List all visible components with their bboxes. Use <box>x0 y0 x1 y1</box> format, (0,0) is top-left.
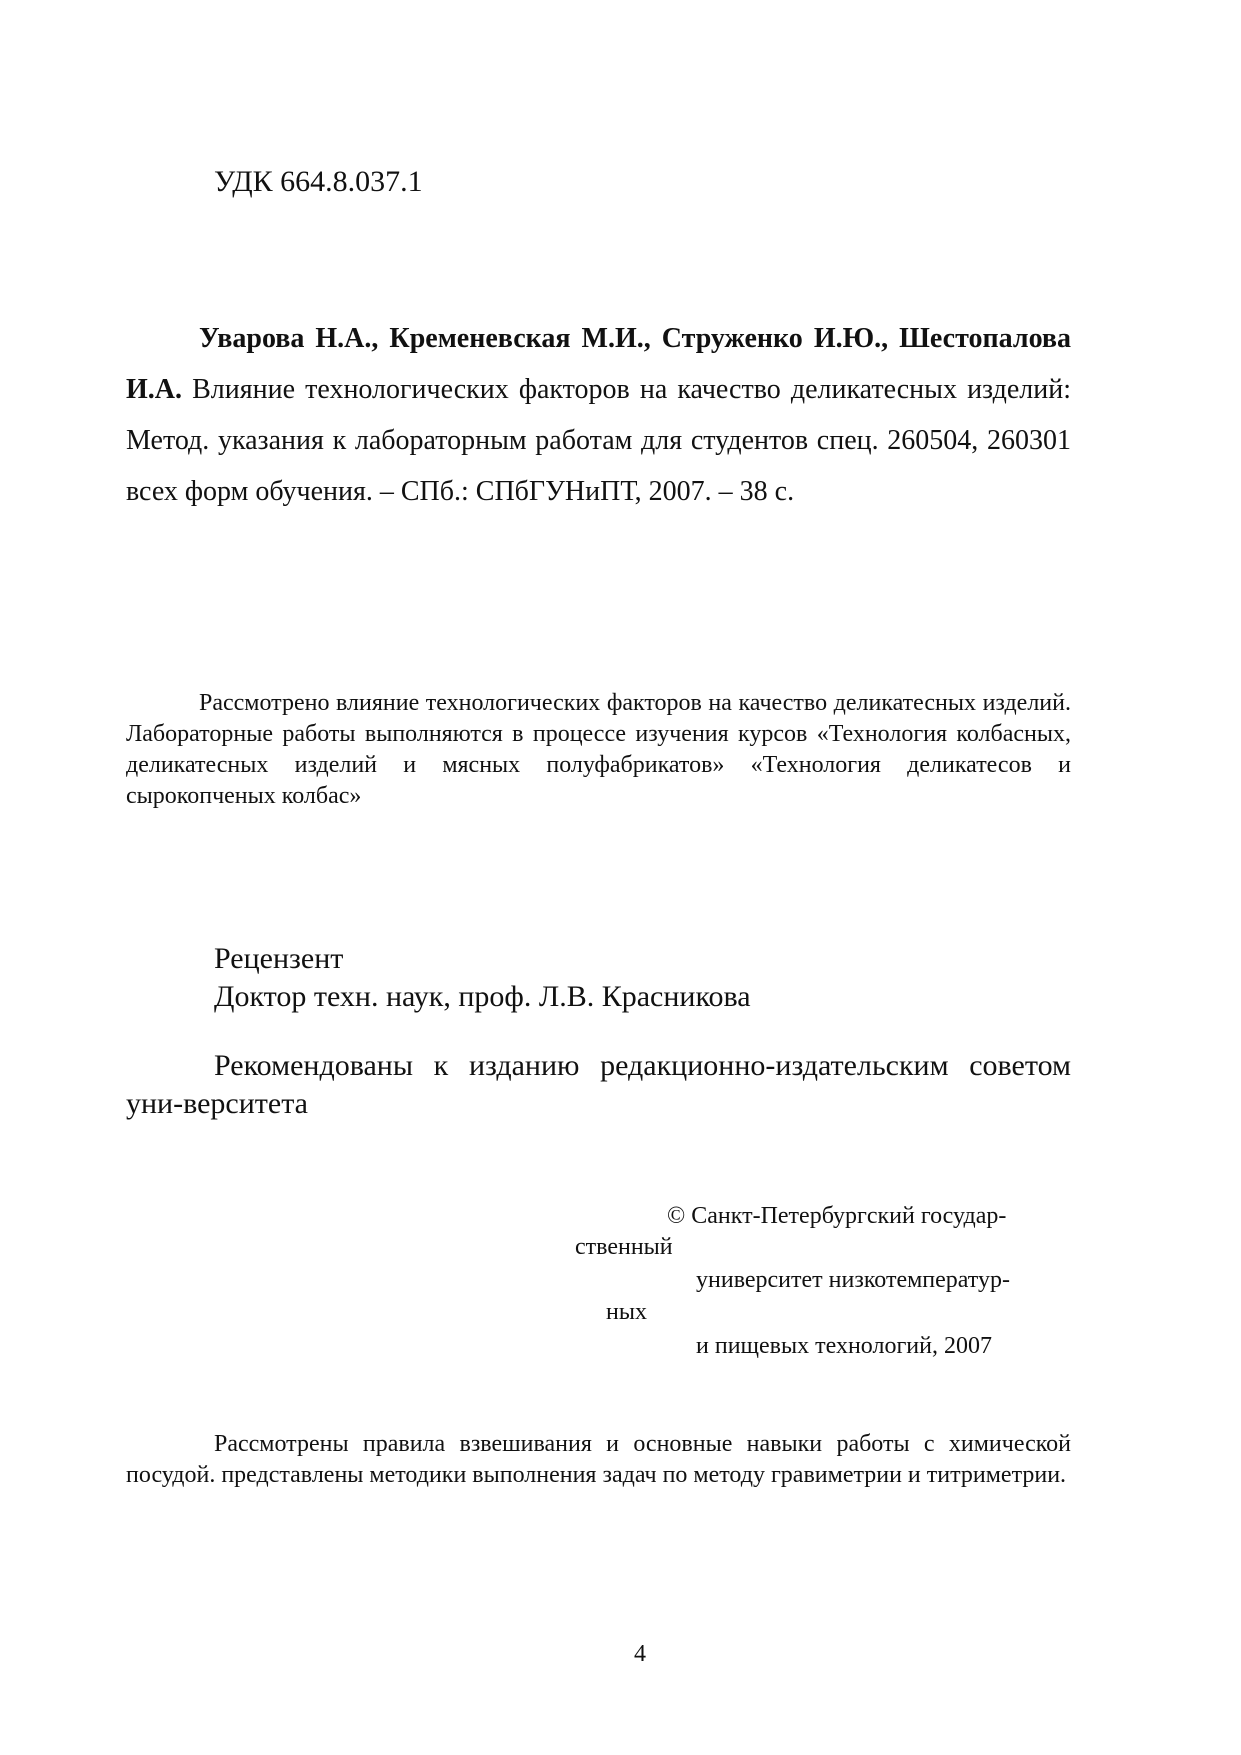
copyright-line: ственный <box>575 1234 673 1260</box>
copyright-line: университет низкотемператур- <box>696 1267 1010 1293</box>
bibliographic-description: Влияние технологических факторов на качество деликатесных изделий: Метод. указания к лабораторным работам для студентов спец. 260504, 260301 всех форм обучения. – СПб.: СПбГУНиПТ, 2007. – 38 с. <box>126 374 1072 507</box>
authors: Уварова Н.А., Кременевская М.И., Струженко И.Ю., Шестопалова И.А. <box>126 323 1071 405</box>
reviewer-label: Рецензент <box>214 942 344 975</box>
recommendation-paragraph: Рекомендованы к изданию редакционно-издательским советом уни-верситета <box>126 1049 1071 1120</box>
udk-code: УДК 664.8.037.1 <box>214 165 423 198</box>
copyright-line: ных <box>606 1299 647 1325</box>
annotation-paragraph: Рассмотрено влияние технологических факторов на качество деликатесных изделий. Лабораторные работы выполняются в процессе изучения курсов «Технология колбасных, деликатесных изделий и мясных полуфабрикатов» «Технология деликатесов и сырокопченых колбас» <box>126 690 1071 809</box>
second-annotation-paragraph: Рассмотрены правила взвешивания и основные навыки работы с химической посудой. представлены методики выполнения задач по методу гравиметрии и титриметрии. <box>126 1431 1071 1488</box>
bibliographic-record <box>126 313 1071 517</box>
copyright-line: и пищевых технологий, 2007 <box>696 1333 992 1359</box>
page-number: 4 <box>634 1641 646 1667</box>
copyright-line: © Санкт-Петербургский государ- <box>667 1203 1007 1229</box>
reviewer-name: Доктор техн. наук, проф. Л.В. Красникова <box>214 980 751 1013</box>
